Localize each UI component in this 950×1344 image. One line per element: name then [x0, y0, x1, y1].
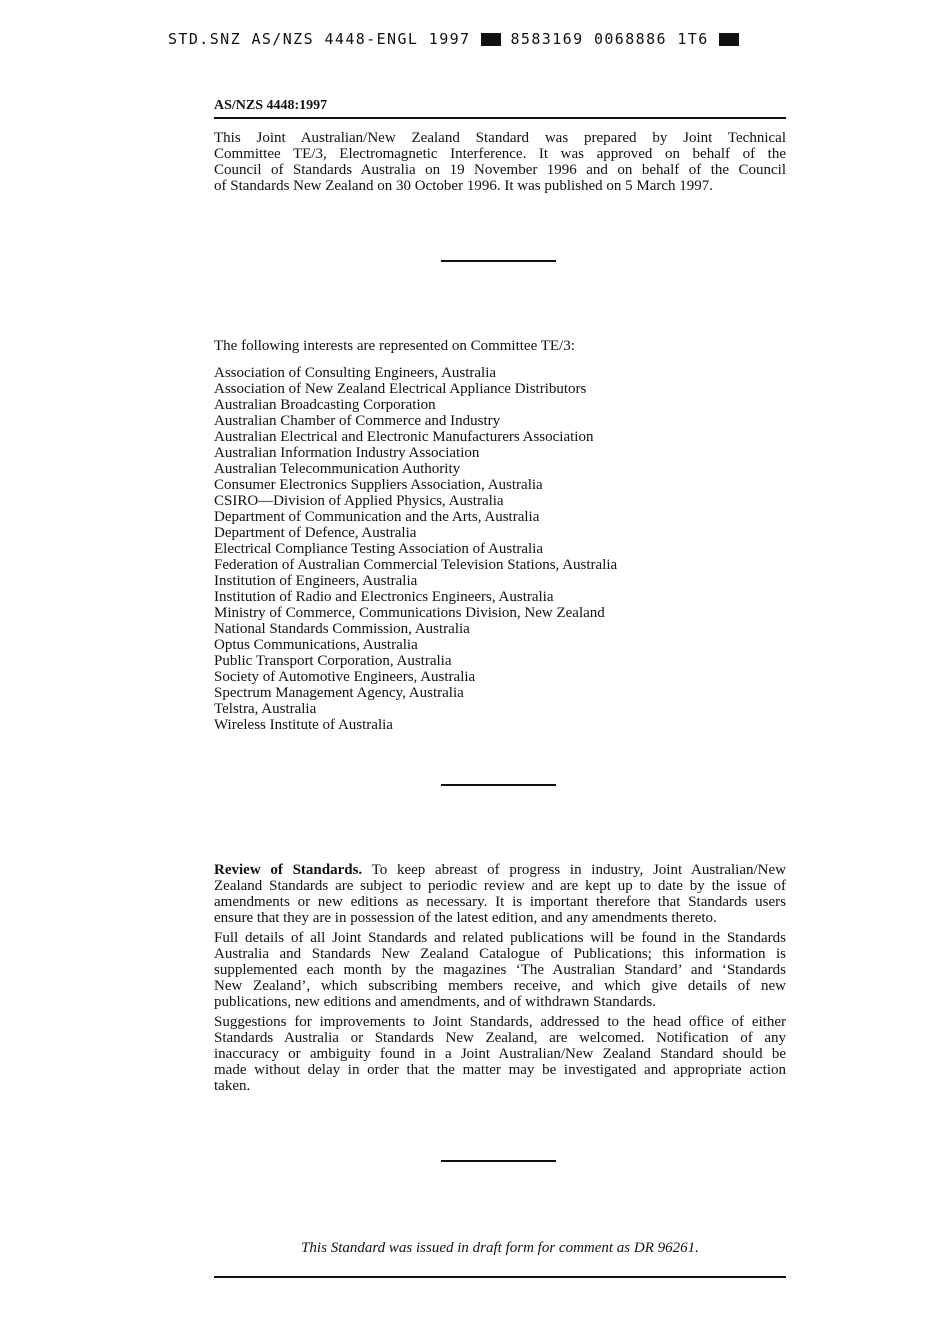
- intro-line: of Standards New Zealand on 30 October 1996. It was published on 5 March 1997.: [214, 178, 714, 194]
- doc-number: AS/NZS 4448:1997: [214, 98, 328, 113]
- footer-rule: [214, 1276, 786, 1278]
- review-line: taken.: [214, 1078, 251, 1094]
- committee-member: Wireless Institute of Australia: [214, 717, 393, 733]
- intro-line: Committee TE/3, Electromagnetic Interference. It was approved on behalf of the: [214, 146, 786, 162]
- committee-member: Australian Chamber of Commerce and Industry: [214, 413, 501, 429]
- review-line: amendments or new editions as necessary. It is important therefore that Standards users: [214, 894, 786, 910]
- committee-member: Ministry of Commerce, Communications Division, New Zealand: [214, 605, 605, 621]
- review-line: made without delay in order that the matter may be investigated and appropriate action: [214, 1062, 786, 1078]
- committee-member: Optus Communications, Australia: [214, 637, 418, 653]
- intro-line: Council of Standards Australia on 19 November 1996 and on behalf of the Council: [214, 162, 786, 178]
- committee-member: Australian Telecommunication Authority: [214, 461, 461, 477]
- draft-note: This Standard was issued in draft form for comment as DR 96261.: [301, 1240, 699, 1256]
- committee-member: Association of New Zealand Electrical Appliance Distributors: [214, 381, 587, 397]
- divider: [441, 784, 556, 786]
- scan-header-code: [168, 30, 739, 48]
- committee-member: Federation of Australian Commercial Television Stations, Australia: [214, 557, 618, 573]
- committee-member: Association of Consulting Engineers, Australia: [214, 365, 497, 381]
- committee-member: National Standards Commission, Australia: [214, 621, 470, 637]
- committee-member: Consumer Electronics Suppliers Association, Australia: [214, 477, 543, 493]
- header-code-a: STD.SNZ AS/NZS 4448-ENGL 1997: [168, 30, 471, 48]
- intro-line: This Joint Australian/New Zealand Standard was prepared by Joint Technical: [214, 130, 786, 146]
- review-line: supplemented each month by the magazines ‘The Australian Standard’ and ‘Standards: [214, 962, 786, 978]
- committee-heading: The following interests are represented on Committee TE/3:: [214, 338, 575, 354]
- intro-paragraph: [214, 130, 786, 194]
- committee-member: Australian Broadcasting Corporation: [214, 397, 436, 413]
- committee-member: Public Transport Corporation, Australia: [214, 653, 452, 669]
- committee-member: Telstra, Australia: [214, 701, 317, 717]
- review-section: [214, 862, 786, 1098]
- review-line: inaccuracy or ambiguity found in a Joint Australian/New Zealand Standard should be: [214, 1046, 786, 1062]
- review-line: Suggestions for improvements to Joint Standards, addressed to the head office of either: [214, 1014, 786, 1030]
- divider: [441, 1160, 556, 1162]
- committee-member: Spectrum Management Agency, Australia: [214, 685, 464, 701]
- review-line: ensure that they are in possession of the latest edition, and any amendments thereto.: [214, 910, 717, 926]
- committee-member: CSIRO—Division of Applied Physics, Australia: [214, 493, 504, 509]
- review-line: Full details of all Joint Standards and related publications will be found in the Standards: [214, 930, 786, 946]
- black-mark: [481, 33, 501, 46]
- committee-member: Society of Automotive Engineers, Australia: [214, 669, 476, 685]
- review-line: New Zealand’, which subscribing members receive, and which give details of new: [214, 978, 786, 994]
- header-code-b: 8583169 0068886 1T6: [510, 30, 709, 48]
- committee-member: Institution of Engineers, Australia: [214, 573, 418, 589]
- review-line: Review of Standards. To keep abreast of progress in industry, Joint Australian/New: [214, 862, 786, 878]
- divider: [441, 260, 556, 262]
- review-line: Australia and Standards New Zealand Catalogue of Publications; this information is: [214, 946, 786, 962]
- committee-member: Australian Information Industry Association: [214, 445, 480, 461]
- review-line: Standards Australia or Standards New Zealand, are welcomed. Notification of any: [214, 1030, 786, 1046]
- committee-list: [214, 365, 786, 733]
- review-line: Zealand Standards are subject to periodic review and are kept up to date by the issue of: [214, 878, 786, 894]
- committee-member: Electrical Compliance Testing Association of Australia: [214, 541, 544, 557]
- title-rule: [214, 117, 786, 119]
- committee-member: Department of Defence, Australia: [214, 525, 417, 541]
- review-line: publications, new editions and amendments, and of withdrawn Standards.: [214, 994, 656, 1010]
- review-lead: Review of Standards.: [214, 862, 363, 878]
- black-mark: [719, 33, 739, 46]
- committee-member: Institution of Radio and Electronics Engineers, Australia: [214, 589, 554, 605]
- committee-member: Australian Electrical and Electronic Manufacturers Association: [214, 429, 594, 445]
- committee-member: Department of Communication and the Arts, Australia: [214, 509, 540, 525]
